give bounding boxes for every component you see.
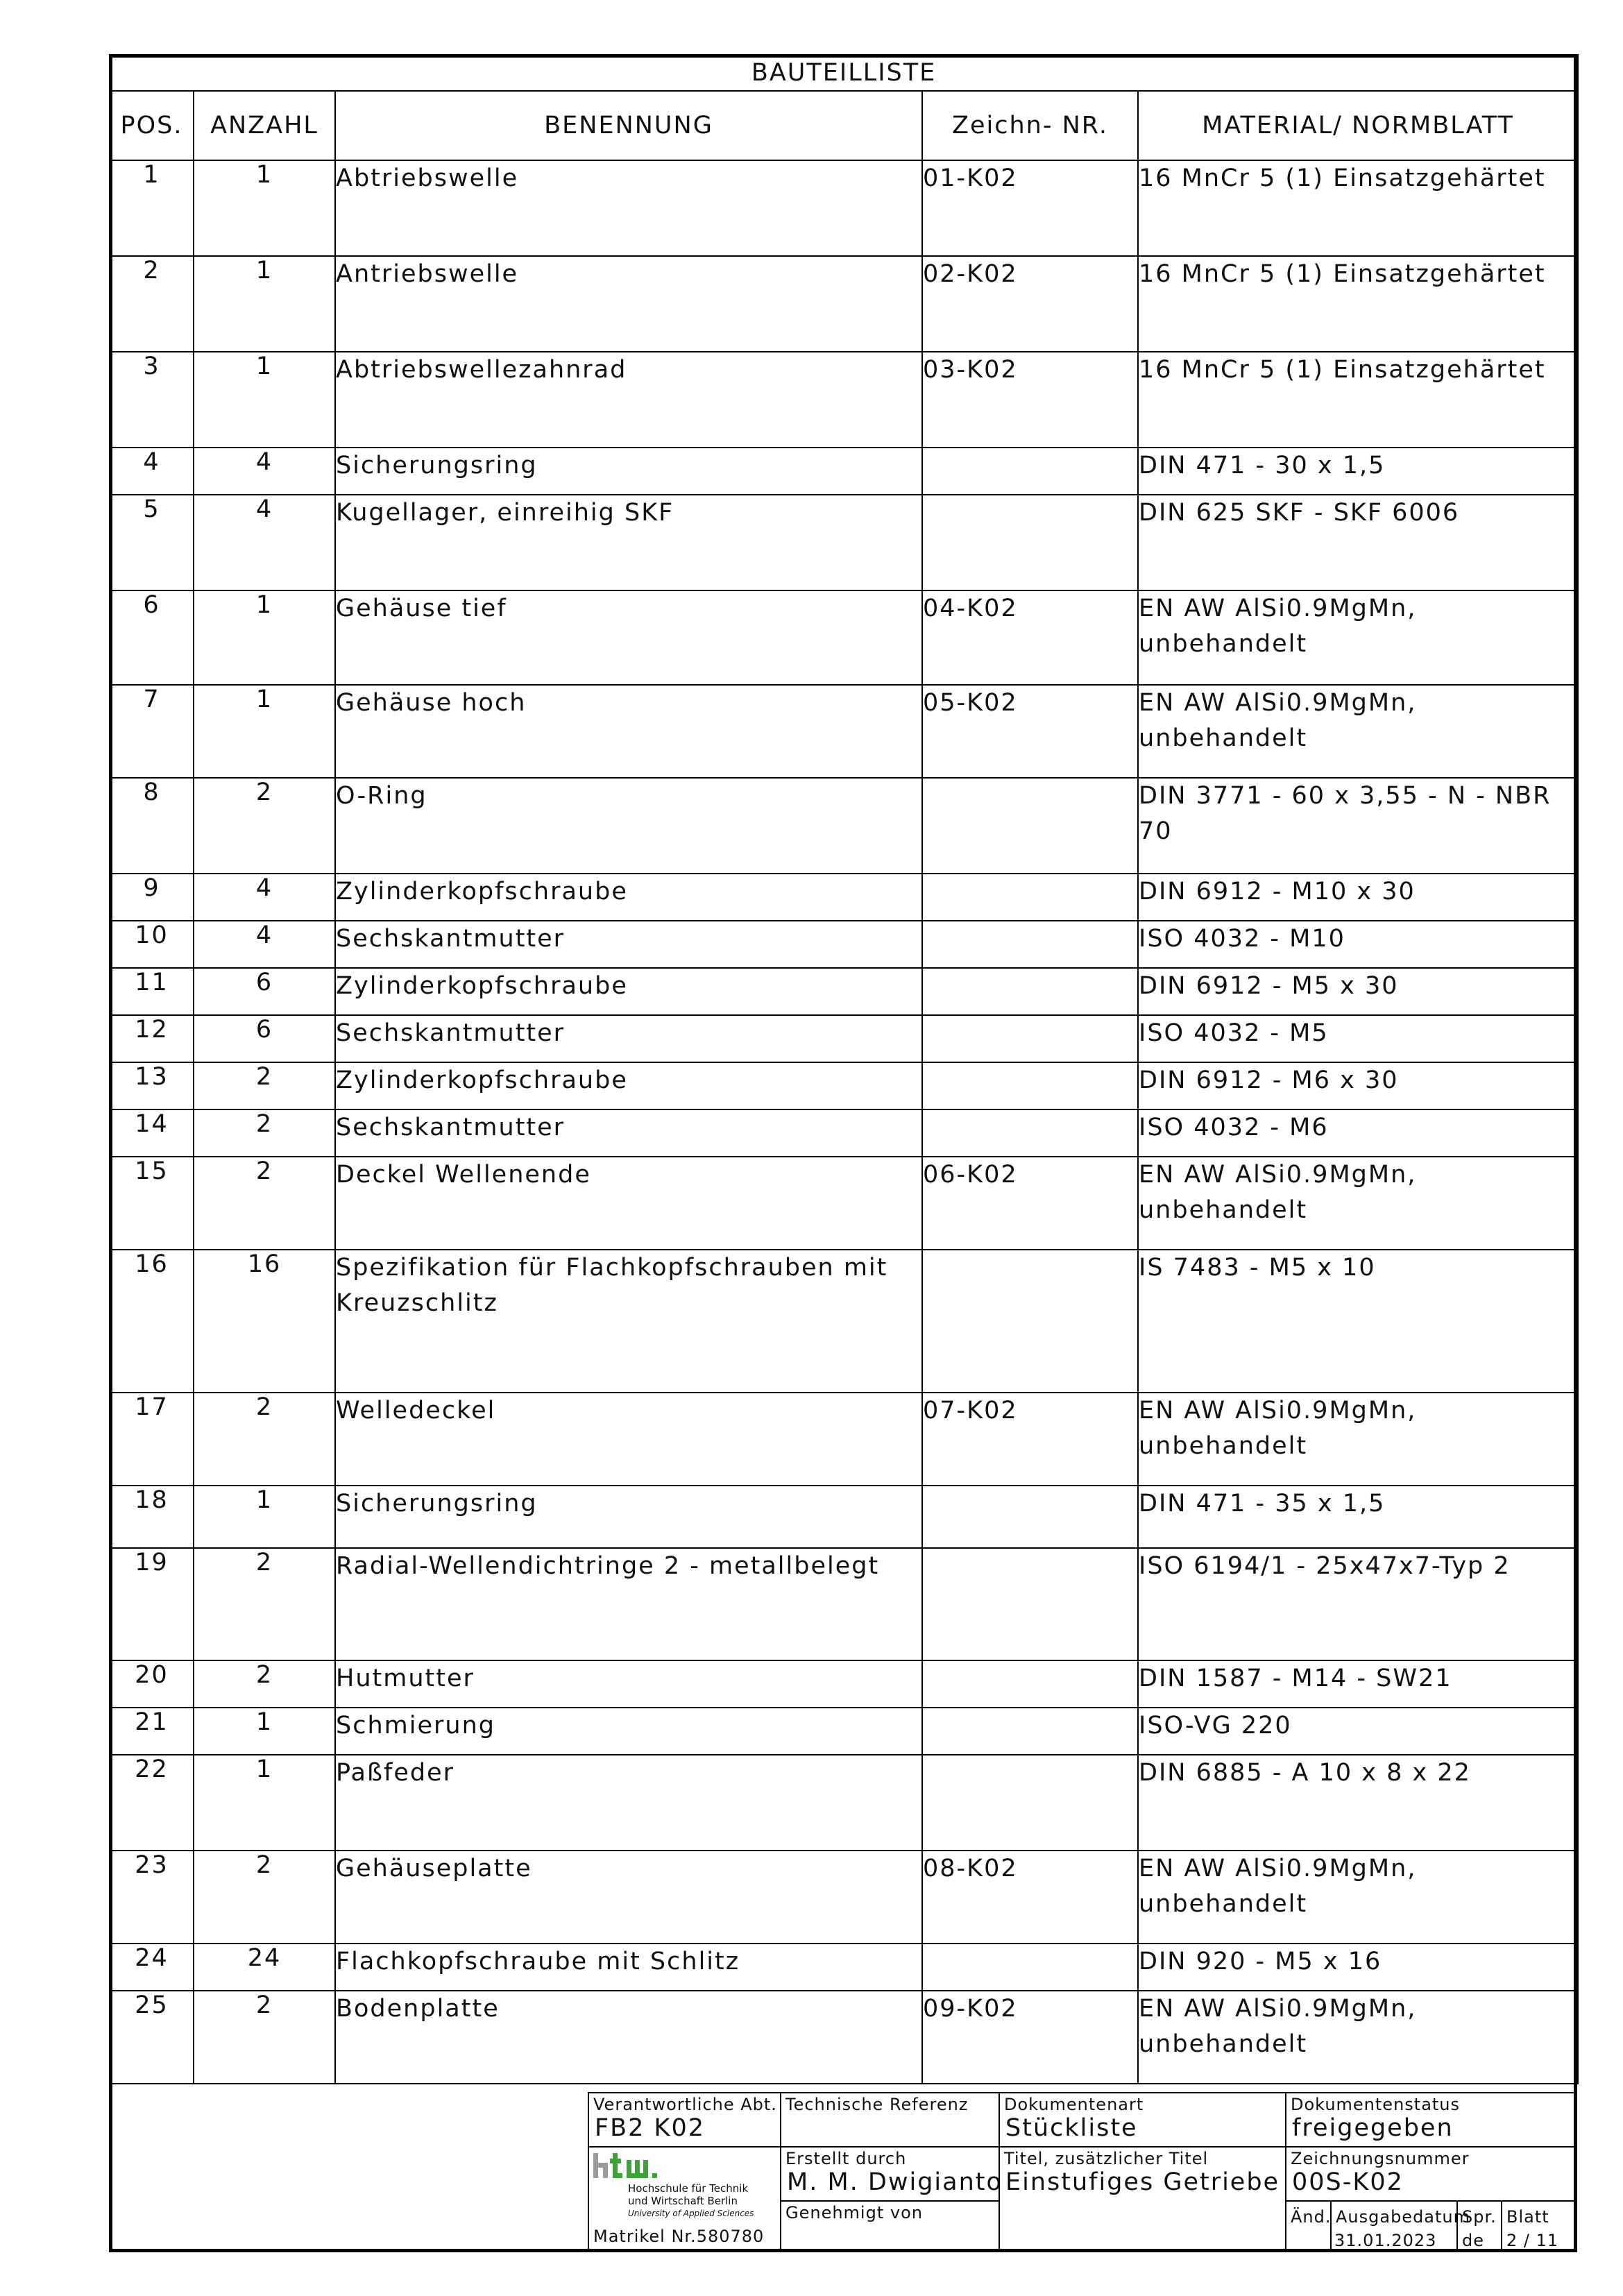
spr-value: de xyxy=(1462,2231,1484,2250)
anzahl-cell: 6 xyxy=(194,968,335,1015)
benennung-cell: Gehäuse hoch xyxy=(335,685,922,778)
anzahl-cell: 2 xyxy=(194,1109,335,1157)
benennung-cell: Spezifikation für Flachkopfschrauben mit Kreuzschlitz xyxy=(335,1250,922,1393)
status-value: freigegeben xyxy=(1292,2114,1454,2142)
zeichn-nr-cell xyxy=(922,874,1138,921)
zeichn-nr-cell: 01-K02 xyxy=(922,160,1138,256)
table-row xyxy=(110,1250,1578,1393)
anzahl-cell: 4 xyxy=(194,495,335,590)
pos-cell: 10 xyxy=(110,921,194,968)
benennung-cell: Zylinderkopfschraube xyxy=(335,874,922,921)
header-benennung: BENENNUNG xyxy=(335,91,922,160)
erstellt-value: M. M. Dwigianto xyxy=(787,2168,1003,2196)
header-zeichn-nr: Zeichn- NR. xyxy=(922,91,1138,160)
header-anzahl: ANZAHL xyxy=(194,91,335,160)
pos-cell: 2 xyxy=(110,256,194,352)
material-cell: 16 MnCr 5 (1) Einsatzgehärtet xyxy=(1138,256,1578,352)
anzahl-cell: 1 xyxy=(194,352,335,448)
title-block xyxy=(588,2092,1577,2252)
pos-cell: 19 xyxy=(110,1548,194,1660)
benennung-cell: O-Ring xyxy=(335,778,922,874)
anzahl-cell: 2 xyxy=(194,1157,335,1250)
benennung-cell: Gehäuseplatte xyxy=(335,1851,922,1944)
material-cell: DIN 6912 - M6 x 30 xyxy=(1138,1062,1578,1109)
blatt-label: Blatt xyxy=(1506,2207,1549,2227)
benennung-cell: Zylinderkopfschraube xyxy=(335,1062,922,1109)
pos-cell: 12 xyxy=(110,1015,194,1062)
material-cell: DIN 6912 - M10 x 30 xyxy=(1138,874,1578,921)
status-label: Dokumentenstatus xyxy=(1291,2095,1461,2114)
benennung-cell: Flachkopfschraube mit Schlitz xyxy=(335,1944,922,1991)
anzahl-cell: 1 xyxy=(194,1755,335,1851)
anzahl-cell: 1 xyxy=(194,1708,335,1755)
abt-value: FB2 K02 xyxy=(595,2114,706,2142)
zeichn-nr-cell xyxy=(922,1548,1138,1660)
ausgabe-value: 31.01.2023 xyxy=(1334,2231,1437,2250)
material-cell: DIN 6885 - A 10 x 8 x 22 xyxy=(1138,1755,1578,1851)
table-row xyxy=(110,1944,1578,1991)
benennung-cell: Hutmutter xyxy=(335,1660,922,1708)
zeichn-nr-cell xyxy=(922,1486,1138,1548)
blatt-cell xyxy=(1501,2200,1577,2252)
pos-cell: 7 xyxy=(110,685,194,778)
pos-cell: 17 xyxy=(110,1393,194,1486)
anzahl-cell: 6 xyxy=(194,1015,335,1062)
material-cell: IS 7483 - M5 x 10 xyxy=(1138,1250,1578,1393)
pos-cell: 3 xyxy=(110,352,194,448)
material-cell: ISO-VG 220 xyxy=(1138,1708,1578,1755)
zeichn-nr-cell xyxy=(922,1755,1138,1851)
anzahl-cell: 4 xyxy=(194,874,335,921)
zeichn-nr-cell xyxy=(922,1015,1138,1062)
zeichn-nr-cell xyxy=(922,1660,1138,1708)
benennung-cell: Welledeckel xyxy=(335,1393,922,1486)
benennung-cell: Abtriebswellezahnrad xyxy=(335,352,922,448)
benennung-cell: Sicherungsring xyxy=(335,1486,922,1548)
benennung-cell: Gehäuse tief xyxy=(335,590,922,685)
material-cell: ISO 6194/1 - 25x47x7-Typ 2 xyxy=(1138,1548,1578,1660)
htw-logo xyxy=(593,2150,697,2184)
erstellt-label: Erstellt durch xyxy=(785,2149,907,2168)
zeichnr-value: 00S-K02 xyxy=(1292,2168,1404,2196)
ref-cell xyxy=(780,2092,999,2146)
material-cell: ISO 4032 - M10 xyxy=(1138,921,1578,968)
zeichnr-cell xyxy=(1285,2146,1577,2200)
ref-label: Technische Referenz xyxy=(785,2095,969,2114)
material-cell: DIN 471 - 30 x 1,5 xyxy=(1138,448,1578,495)
abt-cell xyxy=(588,2092,780,2146)
ausgabe-cell xyxy=(1330,2200,1471,2252)
logo-text: htw. xyxy=(593,2150,595,2151)
zeichn-nr-cell: 02-K02 xyxy=(922,256,1138,352)
zeichn-nr-cell xyxy=(922,1250,1138,1393)
zeichn-nr-cell xyxy=(922,921,1138,968)
material-cell: ISO 4032 - M6 xyxy=(1138,1109,1578,1157)
aend-label: Änd. xyxy=(1291,2207,1332,2227)
table-row xyxy=(110,1991,1578,2084)
table-row xyxy=(110,1755,1578,1851)
table-row xyxy=(110,1548,1578,1660)
anzahl-cell: 2 xyxy=(194,1991,335,2084)
zeichn-nr-cell: 08-K02 xyxy=(922,1851,1138,1944)
pos-cell: 16 xyxy=(110,1250,194,1393)
zeichn-nr-cell xyxy=(922,1708,1138,1755)
benennung-cell: Deckel Wellenende xyxy=(335,1157,922,1250)
material-cell: EN AW AlSi0.9MgMn, unbehandelt xyxy=(1138,1393,1578,1486)
material-cell: DIN 625 SKF - SKF 6006 xyxy=(1138,495,1578,590)
table-row xyxy=(110,1851,1578,1944)
material-cell: EN AW AlSi0.9MgMn, unbehandelt xyxy=(1138,1851,1578,1944)
zeichn-nr-cell xyxy=(922,968,1138,1015)
anzahl-cell: 1 xyxy=(194,160,335,256)
pos-cell: 22 xyxy=(110,1755,194,1851)
table-row xyxy=(110,685,1578,778)
zeichn-nr-cell: 03-K02 xyxy=(922,352,1138,448)
dokart-cell xyxy=(999,2092,1285,2146)
anzahl-cell: 2 xyxy=(194,1548,335,1660)
benennung-cell: Sechskantmutter xyxy=(335,921,922,968)
material-cell: 16 MnCr 5 (1) Einsatzgehärtet xyxy=(1138,160,1578,256)
material-cell: EN AW AlSi0.9MgMn, unbehandelt xyxy=(1138,1991,1578,2084)
benennung-cell: Antriebswelle xyxy=(335,256,922,352)
benennung-cell: Bodenplatte xyxy=(335,1991,922,2084)
material-cell: 16 MnCr 5 (1) Einsatzgehärtet xyxy=(1138,352,1578,448)
zeichn-nr-cell: 07-K02 xyxy=(922,1393,1138,1486)
zeichn-nr-cell: 09-K02 xyxy=(922,1991,1138,2084)
table-row xyxy=(110,256,1578,352)
pos-cell: 23 xyxy=(110,1851,194,1944)
genehmigt-cell xyxy=(780,2200,999,2252)
table-row xyxy=(110,1109,1578,1157)
dokart-label: Dokumentenart xyxy=(1004,2095,1144,2114)
aend-cell xyxy=(1285,2200,1330,2252)
table-row xyxy=(110,1486,1578,1548)
zeichn-nr-cell xyxy=(922,778,1138,874)
pos-cell: 24 xyxy=(110,1944,194,1991)
table-row xyxy=(110,160,1578,256)
blatt-value: 2 / 11 xyxy=(1506,2231,1559,2250)
pos-cell: 15 xyxy=(110,1157,194,1250)
table-row xyxy=(110,874,1578,921)
abt-label: Verantwortliche Abt. xyxy=(593,2095,777,2114)
ausgabe-label: Ausgabedatum xyxy=(1336,2207,1471,2227)
zeichn-nr-cell xyxy=(922,1944,1138,1991)
zeichn-nr-cell: 04-K02 xyxy=(922,590,1138,685)
material-cell: ISO 4032 - M5 xyxy=(1138,1015,1578,1062)
material-cell: EN AW AlSi0.9MgMn, unbehandelt xyxy=(1138,685,1578,778)
material-cell: EN AW AlSi0.9MgMn, unbehandelt xyxy=(1138,590,1578,685)
pos-cell: 21 xyxy=(110,1708,194,1755)
material-cell: DIN 920 - M5 x 16 xyxy=(1138,1944,1578,1991)
header-material: MATERIAL/ NORMBLATT xyxy=(1138,91,1578,160)
table-row xyxy=(110,1393,1578,1486)
uni-line2: und Wirtschaft Berlin xyxy=(628,2195,738,2207)
pos-cell: 13 xyxy=(110,1062,194,1109)
pos-cell: 14 xyxy=(110,1109,194,1157)
benennung-cell: Kugellager, einreihig SKF xyxy=(335,495,922,590)
zeichn-nr-cell xyxy=(922,1062,1138,1109)
table-row xyxy=(110,448,1578,495)
table-row xyxy=(110,590,1578,685)
pos-cell: 6 xyxy=(110,590,194,685)
titel-value: Einstufiges Getriebe xyxy=(1005,2168,1280,2196)
pos-cell: 9 xyxy=(110,874,194,921)
anzahl-cell: 16 xyxy=(194,1250,335,1393)
anzahl-cell: 1 xyxy=(194,590,335,685)
pos-cell: 4 xyxy=(110,448,194,495)
status-cell xyxy=(1285,2092,1577,2146)
table-row xyxy=(110,968,1578,1015)
table-row xyxy=(110,921,1578,968)
material-cell: DIN 1587 - M14 - SW21 xyxy=(1138,1660,1578,1708)
material-cell: EN AW AlSi0.9MgMn, unbehandelt xyxy=(1138,1157,1578,1250)
zeichn-nr-cell: 05-K02 xyxy=(922,685,1138,778)
table-row xyxy=(110,778,1578,874)
benennung-cell: Sechskantmutter xyxy=(335,1015,922,1062)
uni-line3: University of Applied Sciences xyxy=(628,2209,754,2218)
pos-cell: 18 xyxy=(110,1486,194,1548)
pos-cell: 25 xyxy=(110,1991,194,2084)
titel-label: Titel, zusätzlicher Titel xyxy=(1004,2149,1209,2168)
zeichn-nr-cell: 06-K02 xyxy=(922,1157,1138,1250)
pos-cell: 5 xyxy=(110,495,194,590)
dokart-value: Stückliste xyxy=(1005,2114,1138,2142)
material-cell: DIN 471 - 35 x 1,5 xyxy=(1138,1486,1578,1548)
logo-cell xyxy=(588,2146,780,2252)
benennung-cell: Zylinderkopfschraube xyxy=(335,968,922,1015)
anzahl-cell: 4 xyxy=(194,921,335,968)
erstellt-cell xyxy=(780,2146,1003,2200)
zeichn-nr-cell xyxy=(922,448,1138,495)
matrikel: Matrikel Nr.580780 xyxy=(593,2227,765,2246)
material-cell: DIN 3771 - 60 x 3,55 - N - NBR 70 xyxy=(1138,778,1578,874)
anzahl-cell: 4 xyxy=(194,448,335,495)
anzahl-cell: 2 xyxy=(194,1851,335,1944)
uni-line1: Hochschule für Technik xyxy=(628,2182,749,2195)
anzahl-cell: 24 xyxy=(194,1944,335,1991)
pos-cell: 8 xyxy=(110,778,194,874)
benennung-cell: Paßfeder xyxy=(335,1755,922,1851)
zeichn-nr-cell xyxy=(922,495,1138,590)
anzahl-cell: 1 xyxy=(194,685,335,778)
table-title: BAUTEILLISTE xyxy=(110,55,1578,91)
pos-cell: 11 xyxy=(110,968,194,1015)
table-row xyxy=(110,1660,1578,1708)
table-row xyxy=(110,1062,1578,1109)
table-row xyxy=(110,1157,1578,1250)
anzahl-cell: 2 xyxy=(194,1062,335,1109)
benennung-cell: Schmierung xyxy=(335,1708,922,1755)
table-row xyxy=(110,1015,1578,1062)
titel-cell xyxy=(999,2146,1285,2252)
benennung-cell: Abtriebswelle xyxy=(335,160,922,256)
anzahl-cell: 2 xyxy=(194,1660,335,1708)
zeichn-nr-cell xyxy=(922,1109,1138,1157)
anzahl-cell: 2 xyxy=(194,1393,335,1486)
table-row xyxy=(110,495,1578,590)
spr-label: Spr. xyxy=(1462,2207,1497,2227)
benennung-cell: Sicherungsring xyxy=(335,448,922,495)
anzahl-cell: 1 xyxy=(194,1486,335,1548)
table-row xyxy=(110,352,1578,448)
spr-cell xyxy=(1456,2200,1501,2252)
bom-table xyxy=(109,54,1579,2084)
header-pos: POS. xyxy=(110,91,194,160)
material-cell: DIN 6912 - M5 x 30 xyxy=(1138,968,1578,1015)
genehmigt-label: Genehmigt von xyxy=(785,2203,923,2222)
benennung-cell: Radial-Wellendichtringe 2 - metallbelegt xyxy=(335,1548,922,1660)
pos-cell: 20 xyxy=(110,1660,194,1708)
anzahl-cell: 2 xyxy=(194,778,335,874)
anzahl-cell: 1 xyxy=(194,256,335,352)
benennung-cell: Sechskantmutter xyxy=(335,1109,922,1157)
pos-cell: 1 xyxy=(110,160,194,256)
zeichnr-label: Zeichnungsnummer xyxy=(1291,2149,1470,2168)
table-row xyxy=(110,1708,1578,1755)
